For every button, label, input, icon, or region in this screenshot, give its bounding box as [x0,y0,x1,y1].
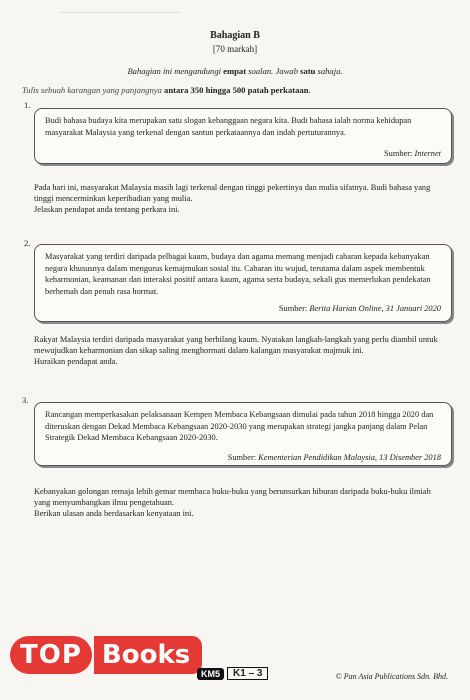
section-title: Bahagian B [210,30,260,41]
publisher-credit: © Pan Asia Publications Sdn. Bhd. [335,672,448,681]
question-3-paragraph: Kebanyakan golongan remaja lebih gemar membaca buku-buku yang berunsurkan hiburan daripada buku-buku ilmiah yang menyumbangkan ilmu pengetahuan. Berikan ulasan anda berdasarkan kenyataan ini. [34,486,444,519]
page-number [197,667,268,680]
question-2-task: Huraikan pendapat anda. [34,357,118,366]
question-1-number: 1. [24,100,31,110]
question-2-stimulus-box [34,244,452,322]
question-1-source: Sumber: Internet [384,149,441,158]
question-1-stimulus-text: Budi bahasa budaya kita merupakan satu slogan kebanggaan negara kita. Budi bahasa ialah norma kehidupan masyarakat Malaysia yang terkenal dengan santun perkataannya dan indah pertuturannya. [45,116,412,137]
question-1-stimulus-box [34,108,452,164]
question-2-number: 2. [24,238,31,248]
code-tag: KM5 [197,668,224,680]
page-number-label: K1 – 3 [227,667,268,680]
question-3-task: Berikan ulasan anda berdasarkan kenyataan ini. [34,509,194,518]
question-3-stimulus-box [34,402,452,466]
topbooks-watermark-logo: TOP Books [10,636,202,674]
question-1-paragraph: Pada hari ini, masyarakat Malaysia masih lagi terkenal dengan tinggi pekertinya dan mulia sifatnya. Budi bahasa yang tinggi mencerminkan keperibadian yang mulia. Jelaskan pendapat anda tentang perkara ini. [34,182,444,215]
question-3-source: Sumber: Kementerian Pendidikan Malaysia, 13 Disember 2018 [227,452,441,462]
question-3-stimulus-text: Rancangan memperkasakan pelaksanaan Kempen Membaca Kebangsaan dimulai pada tahun 2018 hingga 2020 dan diteruskan dengan Dekad Membaca Kebangsaan 2020-2030 yang merupakan strategi jangka panjang dalam Pelan Strategik Dekad Membaca Kebangsaan 2020-2030. [45,410,434,442]
question-1-task: Jelaskan pendapat anda tentang perkara ini. [34,205,180,214]
section-marks: [70 markah] [212,44,258,54]
instruction: Tulis sebuah karangan yang panjangnya antara 350 hingga 500 patah perkataan. [22,85,311,95]
section-subtitle: Bahagian ini mengandungi empat soalan. Jawab satu sahaja. [127,66,343,76]
faint-line [60,12,180,13]
question-3-number: 3. [22,395,29,405]
question-2-source: Sumber: Berita Harian Online, 31 Januari 2020 [278,304,441,313]
question-2-paragraph: Rakyat Malaysia terdiri daripada masyarakat yang berbilang kaum. Nyatakan langkah-langkah yang perlu diambil untuk mewujudkan keharmonian dan sikap saling menghormati dalam kalangan masyarakat majmuk ini. Huraikan pendapat anda. [34,334,444,367]
question-2-stimulus-text: Masyarakat yang terdiri daripada pelbagai kaum, budaya dan agama memang menjadi cabaran kepada kebanyakan negara khususnya dalam mengurus kemajmukan sosial itu. Cabaran itu wujud, terutama dalam aspek membentuk keharmonian, keamanan dan interaksi positif antara kaum, agama serta budaya, sekali gus memerlukan pendekatan berhemah dan penuh rasa hormat. [45,252,431,296]
